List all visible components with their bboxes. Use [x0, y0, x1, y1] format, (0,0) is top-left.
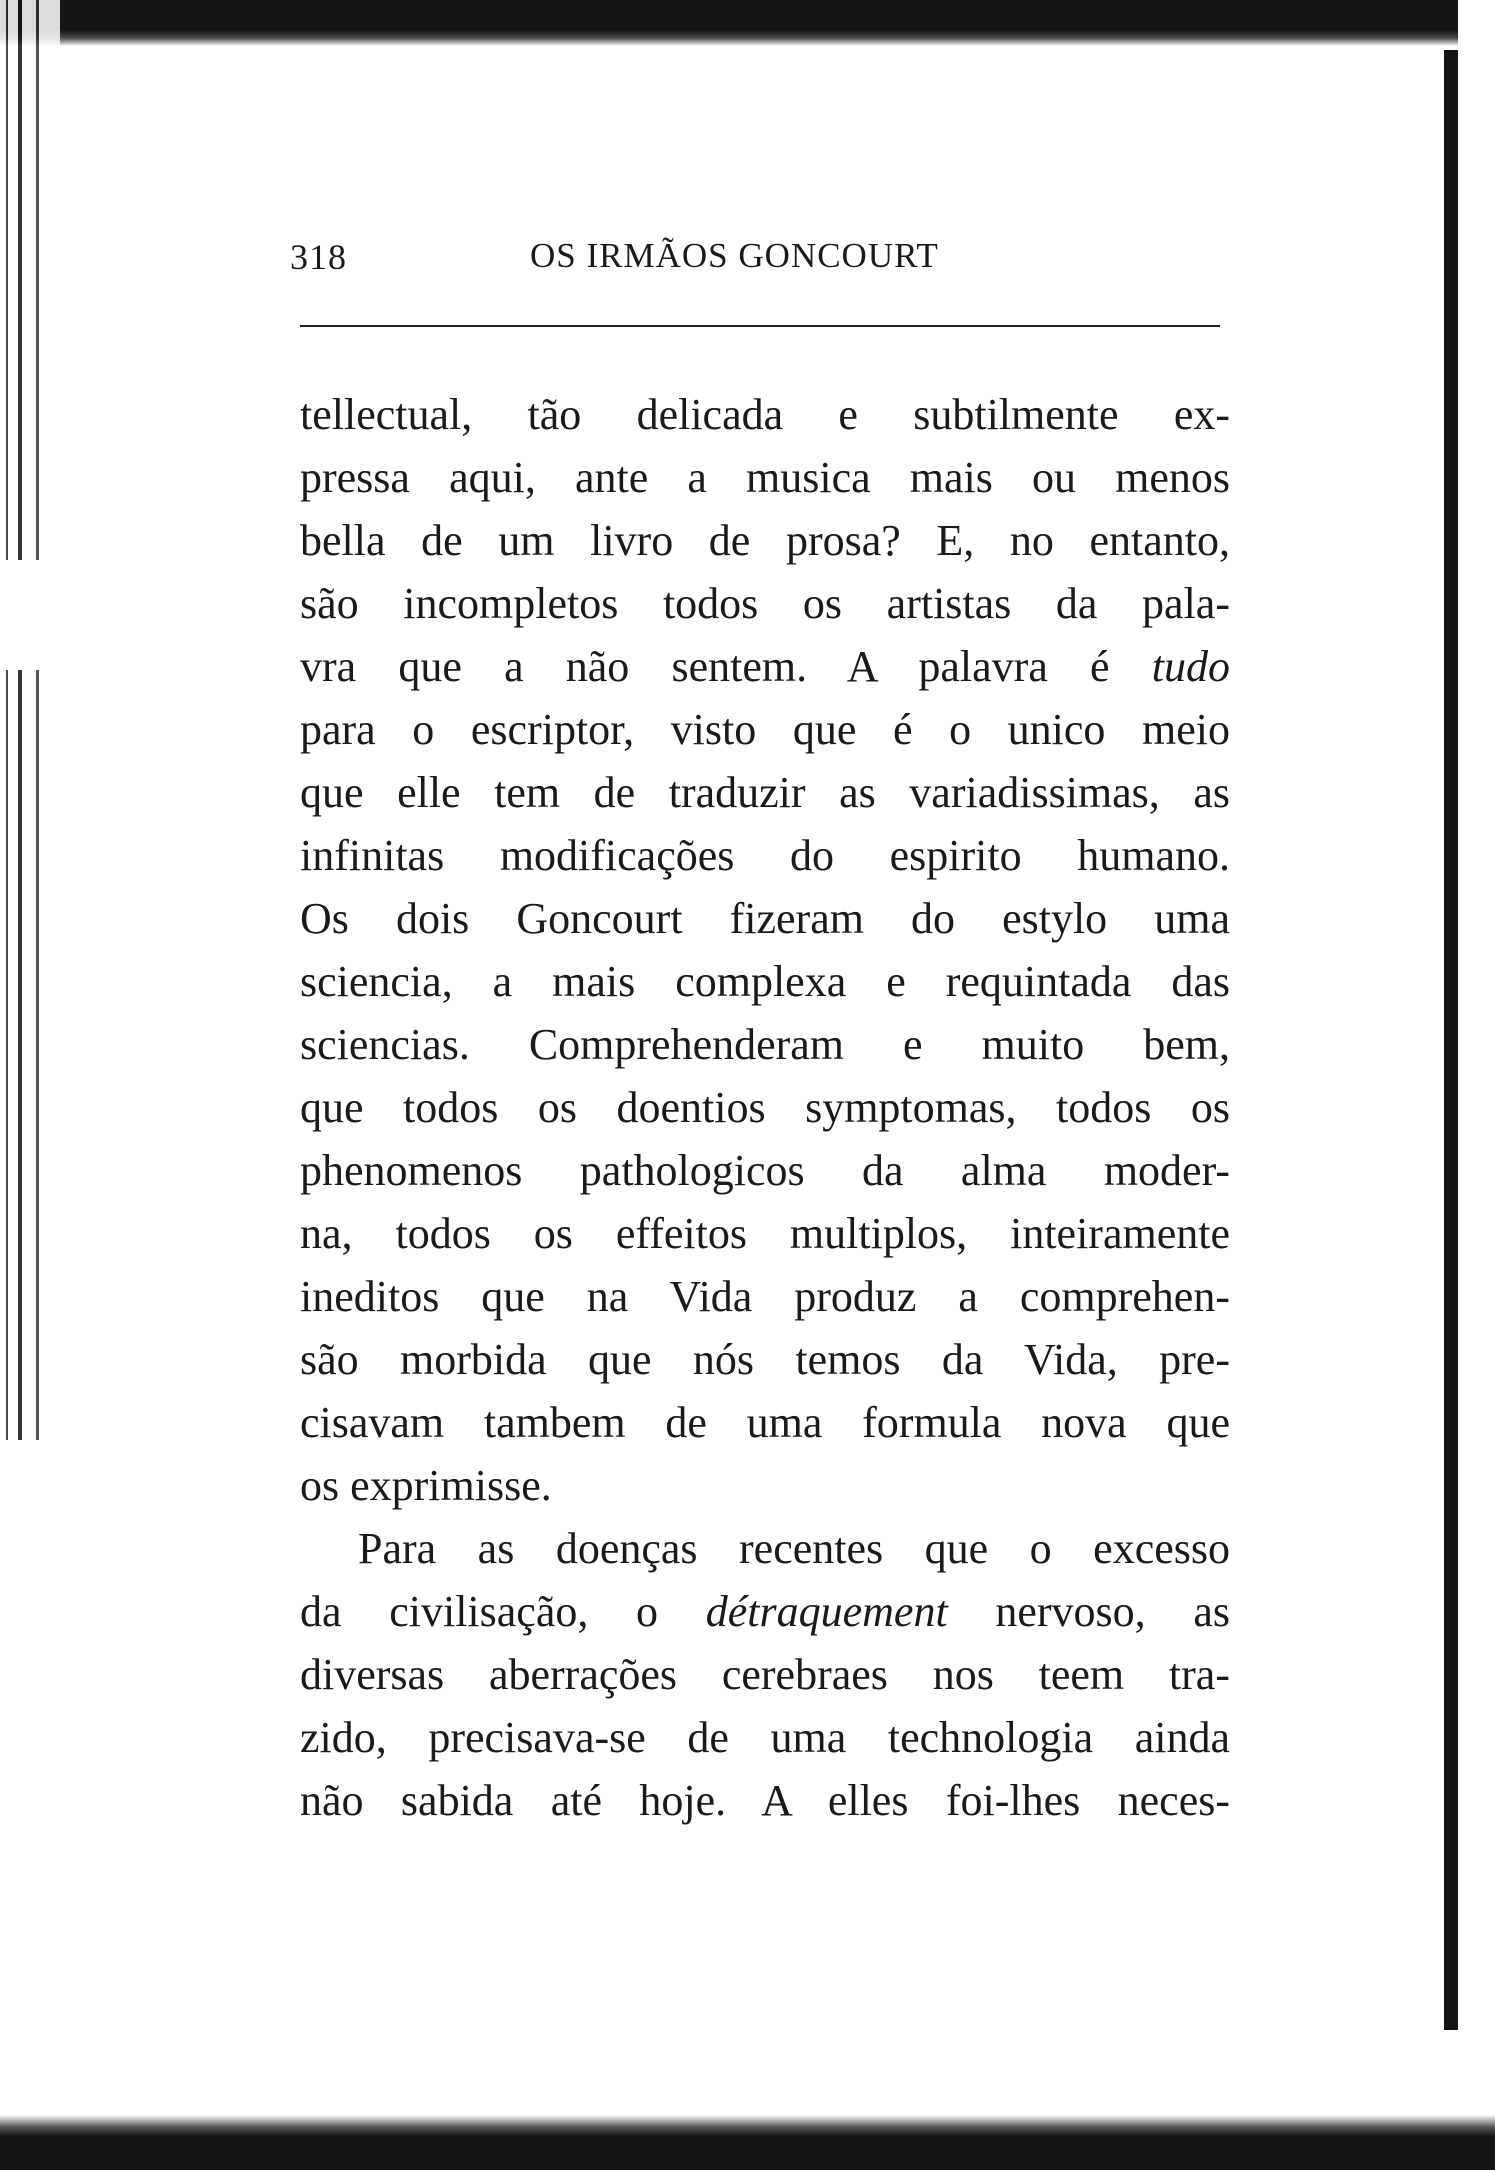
scan-left-binding [0, 0, 60, 1440]
text-line: infinitas modificações do espirito humano. [300, 831, 1230, 880]
scan-right-edge [1444, 50, 1458, 2030]
text-line: não sabida até hoje. A elles foi-lhes neces- [300, 1776, 1230, 1825]
book-title: OS IRMÃOS GONCOURT [530, 236, 939, 275]
paragraph-1 [300, 383, 1230, 1517]
header-rule [300, 325, 1220, 327]
text-line [300, 1580, 1230, 1643]
italic-word: détraquement [705, 1587, 948, 1636]
text-line: zido, precisava-se de uma technologia ainda [300, 1713, 1230, 1762]
text-line [300, 635, 1230, 698]
text-line: sciencia, a mais complexa e requintada das [300, 957, 1230, 1006]
text-line: pressa aqui, ante a musica mais ou menos [300, 453, 1230, 502]
running-head [290, 236, 1220, 286]
paragraph-2 [300, 1517, 1230, 1832]
text-run: vra que a não sentem. A palavra é [300, 642, 1152, 691]
text-line: para o escriptor, visto que é o unico meio [300, 705, 1230, 754]
text-line: phenomenos pathologicos da alma moder- [300, 1146, 1230, 1195]
text-line: diversas aberrações cerebraes nos teem tra- [300, 1650, 1230, 1699]
text-run: da civilisação, o [300, 1587, 706, 1636]
text-line: cisavam tambem de uma formula nova que [300, 1398, 1230, 1447]
text-line: que elle tem de traduzir as variadissimas, as [300, 768, 1230, 817]
text-line: tellectual, tão delicada e subtilmente ex- [300, 390, 1230, 439]
text-line: são morbida que nós temos da Vida, pre- [300, 1335, 1230, 1384]
italic-word: tudo [1151, 642, 1230, 691]
text-line: que todos os doentios symptomas, todos os [300, 1083, 1230, 1132]
text-run: nervoso, as [947, 1587, 1230, 1636]
text-line: bella de um livro de prosa? E, no entanto, [300, 516, 1230, 565]
text-line: os exprimisse. [300, 1461, 552, 1510]
text-line: Os dois Goncourt fizeram do estylo uma [300, 894, 1230, 943]
body-text [300, 383, 1230, 1832]
text-line: Para as doenças recentes que o excesso [358, 1524, 1230, 1573]
text-line: na, todos os effeitos multiplos, inteiramente [300, 1209, 1230, 1258]
scan-bottom-edge [0, 2115, 1495, 2170]
scan-top-edge [0, 0, 1495, 46]
scan-right-margin [1458, 0, 1495, 2170]
page-number: 318 [290, 237, 347, 277]
text-line: ineditos que na Vida produz a comprehen- [300, 1272, 1230, 1321]
text-line: sciencias. Comprehenderam e muito bem, [300, 1020, 1230, 1069]
text-line: são incompletos todos os artistas da pala- [300, 579, 1230, 628]
scan-left-gap [0, 560, 60, 670]
